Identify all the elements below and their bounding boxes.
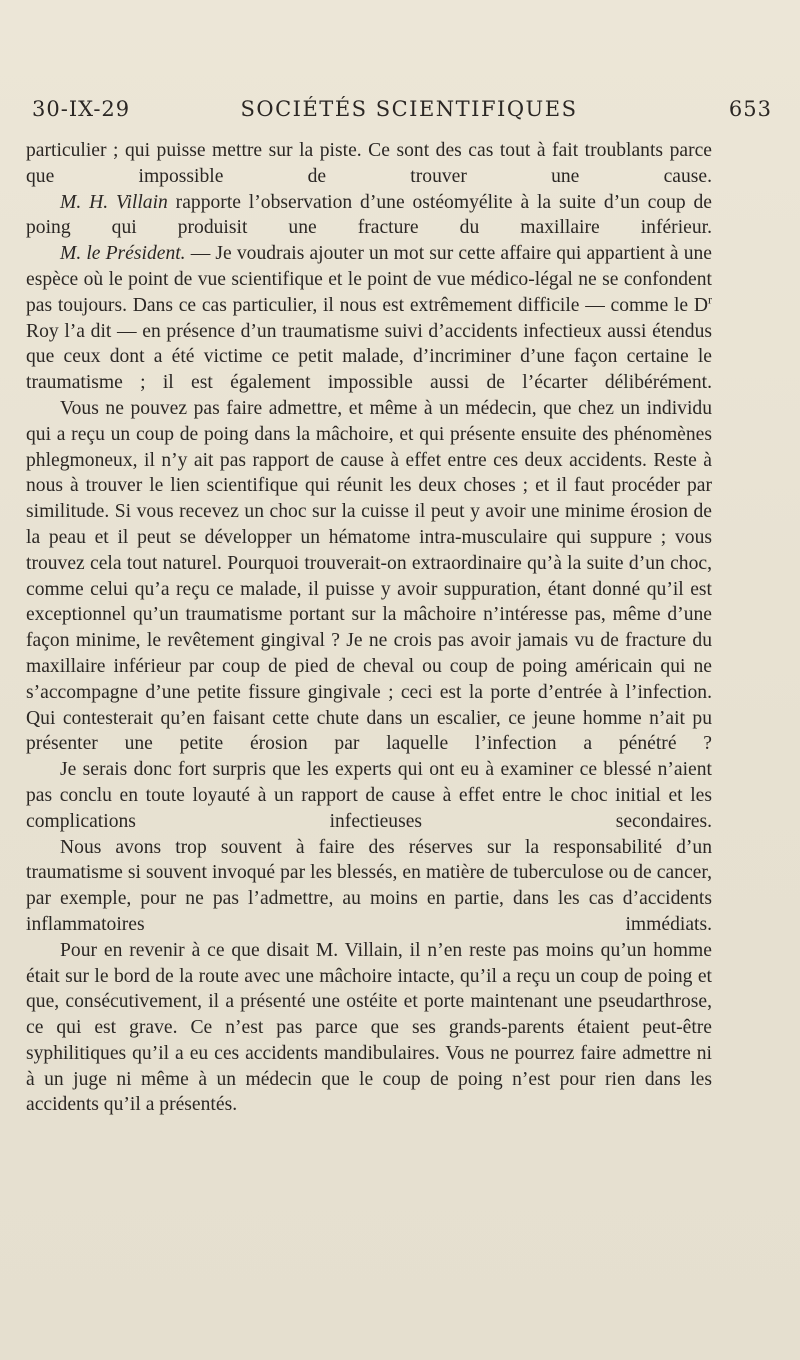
paragraph: M. le Président. — Je voudrais ajouter un mot sur cette affaire qui appartient à une espèce où le point de vue scientifique et le point de vue médico-légal ne se confondent pas toujours. Dans ce cas particulier, il nous est extrêmement difficile — comme le $D^r$ Roy l’a dit — en présence d’un traumatisme suivi d’accidents infectieux aussi étendus que ceux dont a été victime ce petit malade, d’incriminer d’une façon certaine le traumatisme ; il est également impossible aussi de l’écarter délibérément.: [26, 243, 712, 394]
superscript: r: [708, 292, 712, 307]
speaker-name: M. H. Villain: [60, 191, 168, 213]
header-date: 30-IX-29: [32, 97, 131, 121]
body-text: [26, 138, 712, 1118]
running-header: [32, 97, 786, 129]
paragraph: Je serais donc fort surpris que les experts qui ont eu à examiner ce blessé n’aient pas conclu en toute loyauté à un rapport de cause à effet entre le choc initial et les complications infectieuses secondaires.: [26, 759, 712, 832]
speaker-name: M. le Président.: [60, 243, 186, 265]
paragraph: Pour en revenir à ce que disait M. Villain, il n’en reste pas moins qu’un homme était sur le bord de la route avec une mâchoire intacte, qu’il a reçu un coup de poing et que, consécutivement, il a présenté une ostéite et porte maintenant une pseudarthrose, ce qui est grave. Ce n’est pas parce que ses grands-parents étaient peut-être syphilitiques qu’il a eu ces accidents mandibulaires. Vous ne pourrez faire admettre ni à un juge ni même à un médecin que le coup de poing n’est pour rien dans les accidents qu’il a présentés.: [26, 939, 712, 1116]
paragraph: Nous avons trop souvent à faire des réserves sur la responsabilité d’un traumatisme si souvent invoqué par les blessés, en matière de tuberculose ou de cancer, par exemple, pour ne pas l’admettre, au moins en partie, dans les cas d’accidents inflammatoires immédiats.: [26, 836, 712, 935]
paragraph: M. H. Villain rapporte l’observation d’une ostéomyélite à la suite d’un coup de poing qui produisit une fracture du maxillaire inférieur.: [26, 191, 713, 239]
page-number: 653: [728, 97, 772, 121]
paragraph: Vous ne pouvez pas faire admettre, et même à un médecin, que chez un individu qui a reçu un coup de poing dans la mâchoire, et qui présente ensuite des phénomènes phlegmoneux, il n’y ait pas rapport de cause à effet entre ces deux accidents. Reste à nous à trouver le lien scientifique qui réunit les deux choses ; et il faut procéder par similitude. Si vous recevez un choc sur la cuisse il peut y avoir une minime érosion de la peau et il peut se développer un hématome intra-musculaire qui suppure ; vous trouvez cela tout naturel. Pourquoi trouverait-on extraordinaire qu’à la suite d’un choc, comme celui qu’a reçu ce malade, il puisse y avoir suppuration, étant donné qu’il est exceptionnel qu’un traumatisme portant sur la mâchoire n’intéresse pas, même d’une façon minime, le revêtement gingival ? Je ne crois pas avoir jamais vu de fracture du maxillaire inférieur par coup de pied de cheval ou coup de poing américain qui ne s’accompagne d’une petite fissure gingivale ; ceci est la porte d’entrée à l’infection. Qui contesterait qu’en faisant cette chute dans un escalier, ce jeune homme n’ait pu présenter une petite érosion par laquelle l’infection a pénétré ?: [26, 397, 712, 755]
header-title: SOCIÉTÉS SCIENTIFIQUES: [240, 97, 578, 121]
paragraph: particulier ; qui puisse mettre sur la piste. Ce sont des cas tout à fait troublants parce que impossible de trouver une cause.: [26, 140, 712, 187]
